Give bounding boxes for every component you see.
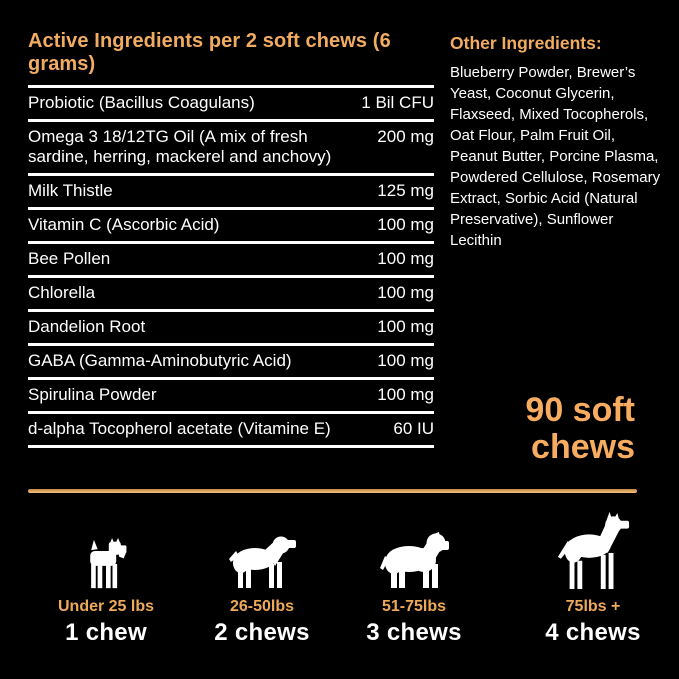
dosage-column-26-50lbs [192, 506, 332, 647]
ingredient-name: Probiotic (Bacillus Coagulans) [28, 87, 338, 121]
xlarge-dog-icon [556, 512, 630, 590]
chew-dose-label: 1 chew [65, 619, 147, 646]
ingredient-row [28, 379, 434, 413]
dog-icon-box [518, 506, 668, 590]
dog-icon-box [36, 506, 176, 590]
ingredient-name: Milk Thistle [28, 175, 338, 209]
chew-dose-label: 2 chews [214, 619, 310, 646]
medium-dog-icon [228, 534, 296, 590]
ingredient-amount: 1 Bil CFU [338, 87, 434, 121]
ingredient-row [28, 121, 434, 175]
active-ingredients-section [28, 30, 434, 448]
other-ingredients-title: Other Ingredients: [450, 33, 602, 53]
other-ingredients-text: Blueberry Powder, Brewer’s Yeast, Coconut Glycerin, Flaxseed, Mixed Tocopherols, Oat Flour, Palm Fruit Oil, Peanut Butter, Porcine Plasma, Powdered Cellulose, Rosemary Extract, Sorbic Acid (Natural Preservative), Sunflower Lecithin [450, 64, 661, 249]
ingredient-name: Omega 3 18/12TG Oil (A mix of fresh sardine, herring, mackerel and anchovy) [28, 121, 338, 175]
divider-line [28, 489, 637, 493]
ingredient-name: GABA (Gamma-Aminobutyric Acid) [28, 345, 338, 379]
ingredient-amount: 100 mg [338, 345, 434, 379]
ingredient-name: Vitamin C (Ascorbic Acid) [28, 209, 338, 243]
small-dog-icon [84, 538, 128, 590]
ingredient-name: Chlorella [28, 277, 338, 311]
active-ingredients-table [28, 85, 434, 448]
ingredient-name: Dandelion Root [28, 311, 338, 345]
dosage-column-51-75lbs [344, 506, 484, 647]
ingredient-row [28, 175, 434, 209]
weight-range-label: 51-75lbs [381, 598, 447, 615]
large-dog-icon [379, 532, 449, 590]
ingredient-amount: 100 mg [338, 243, 434, 277]
ingredient-row [28, 277, 434, 311]
ingredient-row [28, 413, 434, 447]
ingredient-row [28, 243, 434, 277]
dog-icon-box [192, 506, 332, 590]
ingredient-row [28, 311, 434, 345]
ingredient-amount: 60 IU [338, 413, 434, 447]
dosage-column-75lbs-plus [518, 506, 668, 647]
chew-dose-label: 4 chews [545, 619, 641, 646]
weight-range-label: Under 25 lbs [57, 598, 155, 615]
ingredient-amount: 100 mg [338, 379, 434, 413]
ingredient-name: Spirulina Powder [28, 379, 338, 413]
active-ingredients-title: Active Ingredients per 2 soft chews (6 grams) [28, 30, 391, 75]
other-ingredients-section [450, 33, 662, 251]
ingredient-row [28, 209, 434, 243]
weight-range-label: 75lbs + [565, 598, 621, 615]
ingredient-name: Bee Pollen [28, 243, 338, 277]
weight-range-label: 26-50lbs [229, 598, 295, 615]
chew-dose-label: 3 chews [366, 619, 462, 646]
ingredient-row [28, 345, 434, 379]
ingredient-amount: 200 mg [338, 121, 434, 175]
dosage-column-under-25lbs [36, 506, 176, 647]
ingredient-amount: 100 mg [338, 277, 434, 311]
dog-icon-box [344, 506, 484, 590]
ingredient-row [28, 87, 434, 121]
ingredient-name: d-alpha Tocopherol acetate (Vitamine E) [28, 413, 338, 447]
ingredient-amount: 100 mg [338, 311, 434, 345]
soft-chew-count: 90 soft chews [525, 391, 635, 466]
ingredient-amount: 100 mg [338, 209, 434, 243]
ingredient-amount: 125 mg [338, 175, 434, 209]
